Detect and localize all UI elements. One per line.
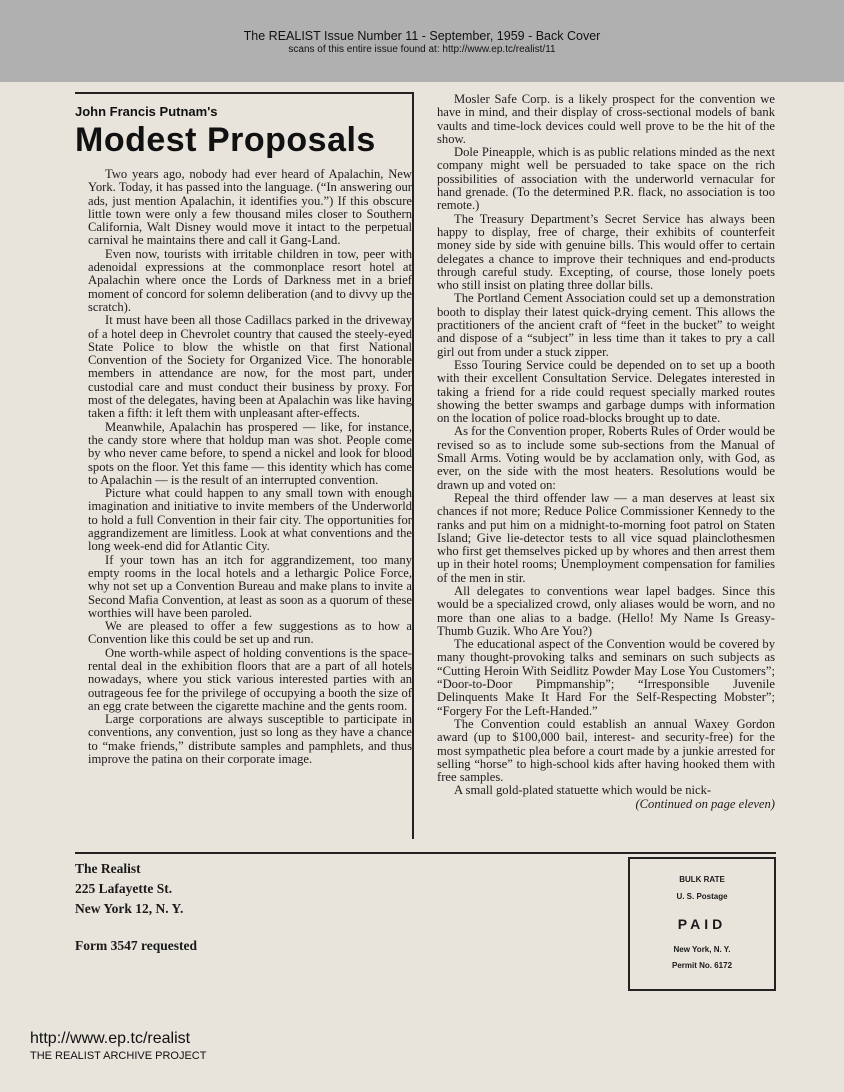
- paragraph: Esso Touring Service could be depended on to set up a booth with their excellent Consultation Service. Delegates interested in taking a friend for a ride could request specially marked routes showing the better swamps and garbage dumps with information on the location of police road-blocks brought up to date.: [437, 357, 775, 426]
- paragraph: Meanwhile, Apalachin has prospered — like, for instance, the candy store where that holdup man was shot. People come by who never came before, to spend a nickel and look for blood spots on the floor. Yet this fame — this identity which has come to Apalachin — is the result of an interrupted convention.: [88, 419, 412, 487]
- permit-paid: PAID: [677, 916, 727, 932]
- paragraph: The educational aspect of the Convention would be covered by many thought-provoking talks and seminars on such subjects as “Cutting Heroin With Seidlitz Powder May Lose You Customers”; “Door-to-Door Pimpmanship”; “Irresponsible Juvenile Delinquents Make It Hard For the Self-Respecting Mobster”; “Forgery For the Left-Handed.”: [437, 637, 775, 718]
- paragraph: Two years ago, nobody had ever heard of Apalachin, New York. Today, it has passed into the language. (“In answering our ads, just mention Apalachin, it identifies you.”) If this obscure little town were only a few thousand miles closer to Southern California, Walt Disney would move it intact to the perpetual carnival he maintains there and call it Gang-Land.: [88, 167, 412, 248]
- permit-us-postage: U. S. Postage: [676, 892, 728, 901]
- archive-name: THE REALIST ARCHIVE PROJECT: [30, 1050, 207, 1062]
- paragraph: One worth-while aspect of holding conventions is the space-rental deal in the exhibition floors that are a part of all hotels nowadays, where you stick various interested parties with an outrageous fee for the privilege of occupying a booth the size of an egg crate between the cigarette machine and the gents room.: [88, 645, 412, 713]
- article-column-right: [437, 93, 775, 811]
- paragraph: A small gold-plated statuette which would be nick-: [454, 783, 712, 798]
- section-divider: [75, 852, 776, 854]
- masthead-form-note: Form 3547 requested: [75, 938, 197, 953]
- article-title: Modest Proposals: [75, 121, 376, 159]
- paragraph: Even now, tourists with irritable children in tow, peer with adenoidal expressions at the commonplace resort hotel at Apalachin where once the Lords of Darkness met in a brief moment of concord for solemn deliberation (and to divvy up the scratch).: [88, 246, 412, 314]
- masthead-city: New York 12, N. Y.: [75, 901, 184, 916]
- paragraph: Picture what could happen to any small town with enough imagination and initiative to invite members of the Underworld to hold a full Convention in their fair city. The opportunities for aggrandizement are limitless. Look at what conventions and the long week-end did for Atlantic City.: [88, 486, 412, 554]
- scan-subtitle: scans of this entire issue found at: http://www.ep.tc/realist/11: [288, 44, 556, 55]
- permit-city: New York, N. Y.: [673, 945, 731, 954]
- paragraph: We are pleased to offer a few suggestions as to how a Convention like this could be set up and run.: [88, 619, 412, 647]
- paragraph: If your town has an itch for aggrandizement, too many empty rooms in the local hotels and a lethargic Police Force, why not set up a Convention Bureau and make plans to invite a Second Mafia Convention, at least as soon as a quorum of these worthies will have been paroled.: [88, 552, 412, 620]
- paragraph: The Treasury Department’s Secret Service has always been happy to display, free of charge, their exhibits of counterfeit money side by side with genuine bills. This would offer to certain delegates a chance to improve their techniques and end-products through careful study. Excepting, of course, those lonely poets who still insist on plating three dollar bills.: [437, 211, 775, 293]
- article-column-left: [88, 168, 412, 766]
- archive-url: http://www.ep.tc/realist: [30, 1030, 191, 1047]
- paragraph: Dole Pineapple, which is as public relations minded as the next company might well be persuaded to take space on the rich possibilities of association with the underworld vernacular for hand grenade. (To the determined P.R. flack, no association is too remote.): [437, 145, 775, 213]
- scan-title: The REALIST Issue Number 11 - September, 1959 - Back Cover: [243, 29, 601, 43]
- paragraph: As for the Convention proper, Roberts Rules of Order would be revised so as to include some sub-sections from the Manual of Small Arms. Voting would be by acclamation only, with God, as ever, on the side with the most heaters. Resolutions would be drawn up and voted on:: [437, 424, 775, 492]
- permit-number: Permit No. 6172: [671, 961, 733, 970]
- paragraph: The Convention could establish an annual Waxey Gordon award (up to $100,000 bail, interest- and security-free) for the most sympathetic plea before a court made by a junkie arrested for selling “horse” to high-school kids after having hooked them with free samples.: [437, 716, 775, 785]
- paragraph: All delegates to conventions wear lapel badges. Since this would be a specialized crowd, only aliases would be worn, and no more than one alias to a badge. (Hello! My Name Is Greasy-Thumb Guzik. Who Are You?): [437, 583, 775, 638]
- article-byline: John Francis Putnam's: [75, 104, 218, 119]
- paragraph: Large corporations are always susceptible to participate in conventions, any convention, just so long as they have a chance to “make friends,” distribute samples and pamphlets, and thus improve the patina on their corporate image.: [88, 712, 412, 767]
- paragraph: Repeal the third offender law — a man deserves at least six chances if not more; Reduce Police Commissioner Kennedy to the ranks and put him on a midnight-to-morning foot patrol on Staten Island; Give lie-detector tests to all vice squad plainclothesmen who first get themselves picked up by whores and then arrest them up in their hotel rooms; Unemployment compensation for families of the men in stir.: [437, 490, 775, 585]
- postage-permit-box: [628, 857, 776, 991]
- masthead-street: 225 Lafayette St.: [75, 881, 173, 896]
- permit-bulk-rate: BULK RATE: [679, 875, 725, 884]
- paragraph: It must have been all those Cadillacs parked in the driveway of a hotel deep in Chevrolet country that caused the steely-eyed State Police to blow the whistle on that first National Convention of the Society for Organized Vice. The honorable members in attendance are now, for the most part, under custodial care and must conduct their business by proxy. For most of the delegates, having been at Apalachin was like having taken a fifth: it left them with unpleasant after-effects.: [88, 313, 412, 421]
- continued-note: (Continued on page eleven): [635, 796, 775, 811]
- paragraph: Mosler Safe Corp. is a likely prospect for the convention we have in mind, and their display of cross-sectional models of bank vaults and time-lock devices could well prove to be the hit of the show.: [437, 92, 775, 146]
- masthead-name: The Realist: [75, 861, 141, 876]
- paragraph: The Portland Cement Association could set up a demonstration booth to display their latest quick-drying cement. This allows the practitioners of the ancient craft of “feet in the bucket” to weight and dispose of a “subject” in less time than it takes to pry a call girl out from under a stuck zipper.: [437, 291, 775, 359]
